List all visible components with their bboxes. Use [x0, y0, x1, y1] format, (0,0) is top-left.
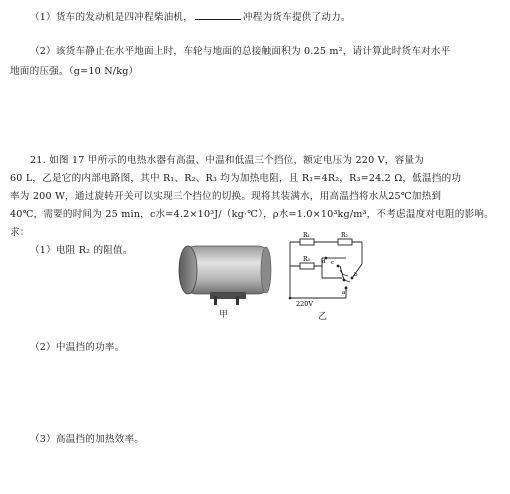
label-r1: R₁ — [303, 232, 310, 239]
q21-line3: 率为 200 W，通过旋转开关可以实现三个挡位的切换。现将其装满水，用高温挡将水从25℃加热到 — [10, 191, 442, 202]
resistor-r2 — [338, 239, 352, 245]
water-heater-figure — [170, 240, 280, 308]
node-c: c — [331, 260, 335, 266]
circuit-diagram — [282, 230, 372, 316]
node-a: a — [342, 290, 346, 296]
resistor-r1 — [300, 239, 314, 245]
figure-label-yi: 乙 — [318, 312, 328, 322]
resistor-r3 — [300, 263, 314, 269]
q21-line5: 求： — [10, 227, 30, 238]
q21-sub3: （3）高温挡的加热效率。 — [30, 434, 145, 445]
q21-sub2: （2）中温挡的功率。 — [30, 342, 125, 353]
prev-part1-before: （1）货车的发动机是四冲程柴油机， — [30, 12, 194, 23]
figure-label-jia: 甲 — [219, 310, 229, 320]
prev-question-part2-line2: 地面的压强。（g=10 N/kg） — [10, 66, 139, 77]
answer-blank — [195, 9, 241, 20]
prev-part1-after: 冲程为货车提供了动力。 — [243, 12, 351, 23]
label-voltage: 220V — [296, 300, 314, 308]
node-b: b — [354, 272, 358, 278]
q21-line2: 60 L，乙是它的内部电路图，其中 R₁、R₂、R₃ 均为加热电阻，且 R₁=4R₂，R₃=24.2 Ω，低温挡的功 — [10, 173, 462, 184]
prev-question-part2-line1: （2）该货车静止在水平地面上时，车轮与地面的总接触面积为 0.25 m²，请计算此时货车对水平 — [30, 46, 451, 57]
node-d: d — [322, 259, 326, 265]
q21-line4: 40℃，需要的时间为 25 min，c水=4.2×10³J/（kg·℃），ρ水=1.0×10³kg/m³，不考虑温度对电阻的影响。 — [10, 209, 494, 220]
label-r3: R₃ — [303, 256, 310, 263]
heater-end-cap — [179, 246, 197, 294]
label-r2: R₂ — [341, 232, 348, 239]
prev-question-part1 — [30, 9, 351, 24]
q21-line1: 21. 如图 17 甲所示的电热水器有高温、中温和低温三个挡位，额定电压为 220 V，容量为 — [30, 155, 424, 166]
q21-sub1: （1）电阻 R₂ 的阻值。 — [30, 245, 133, 256]
